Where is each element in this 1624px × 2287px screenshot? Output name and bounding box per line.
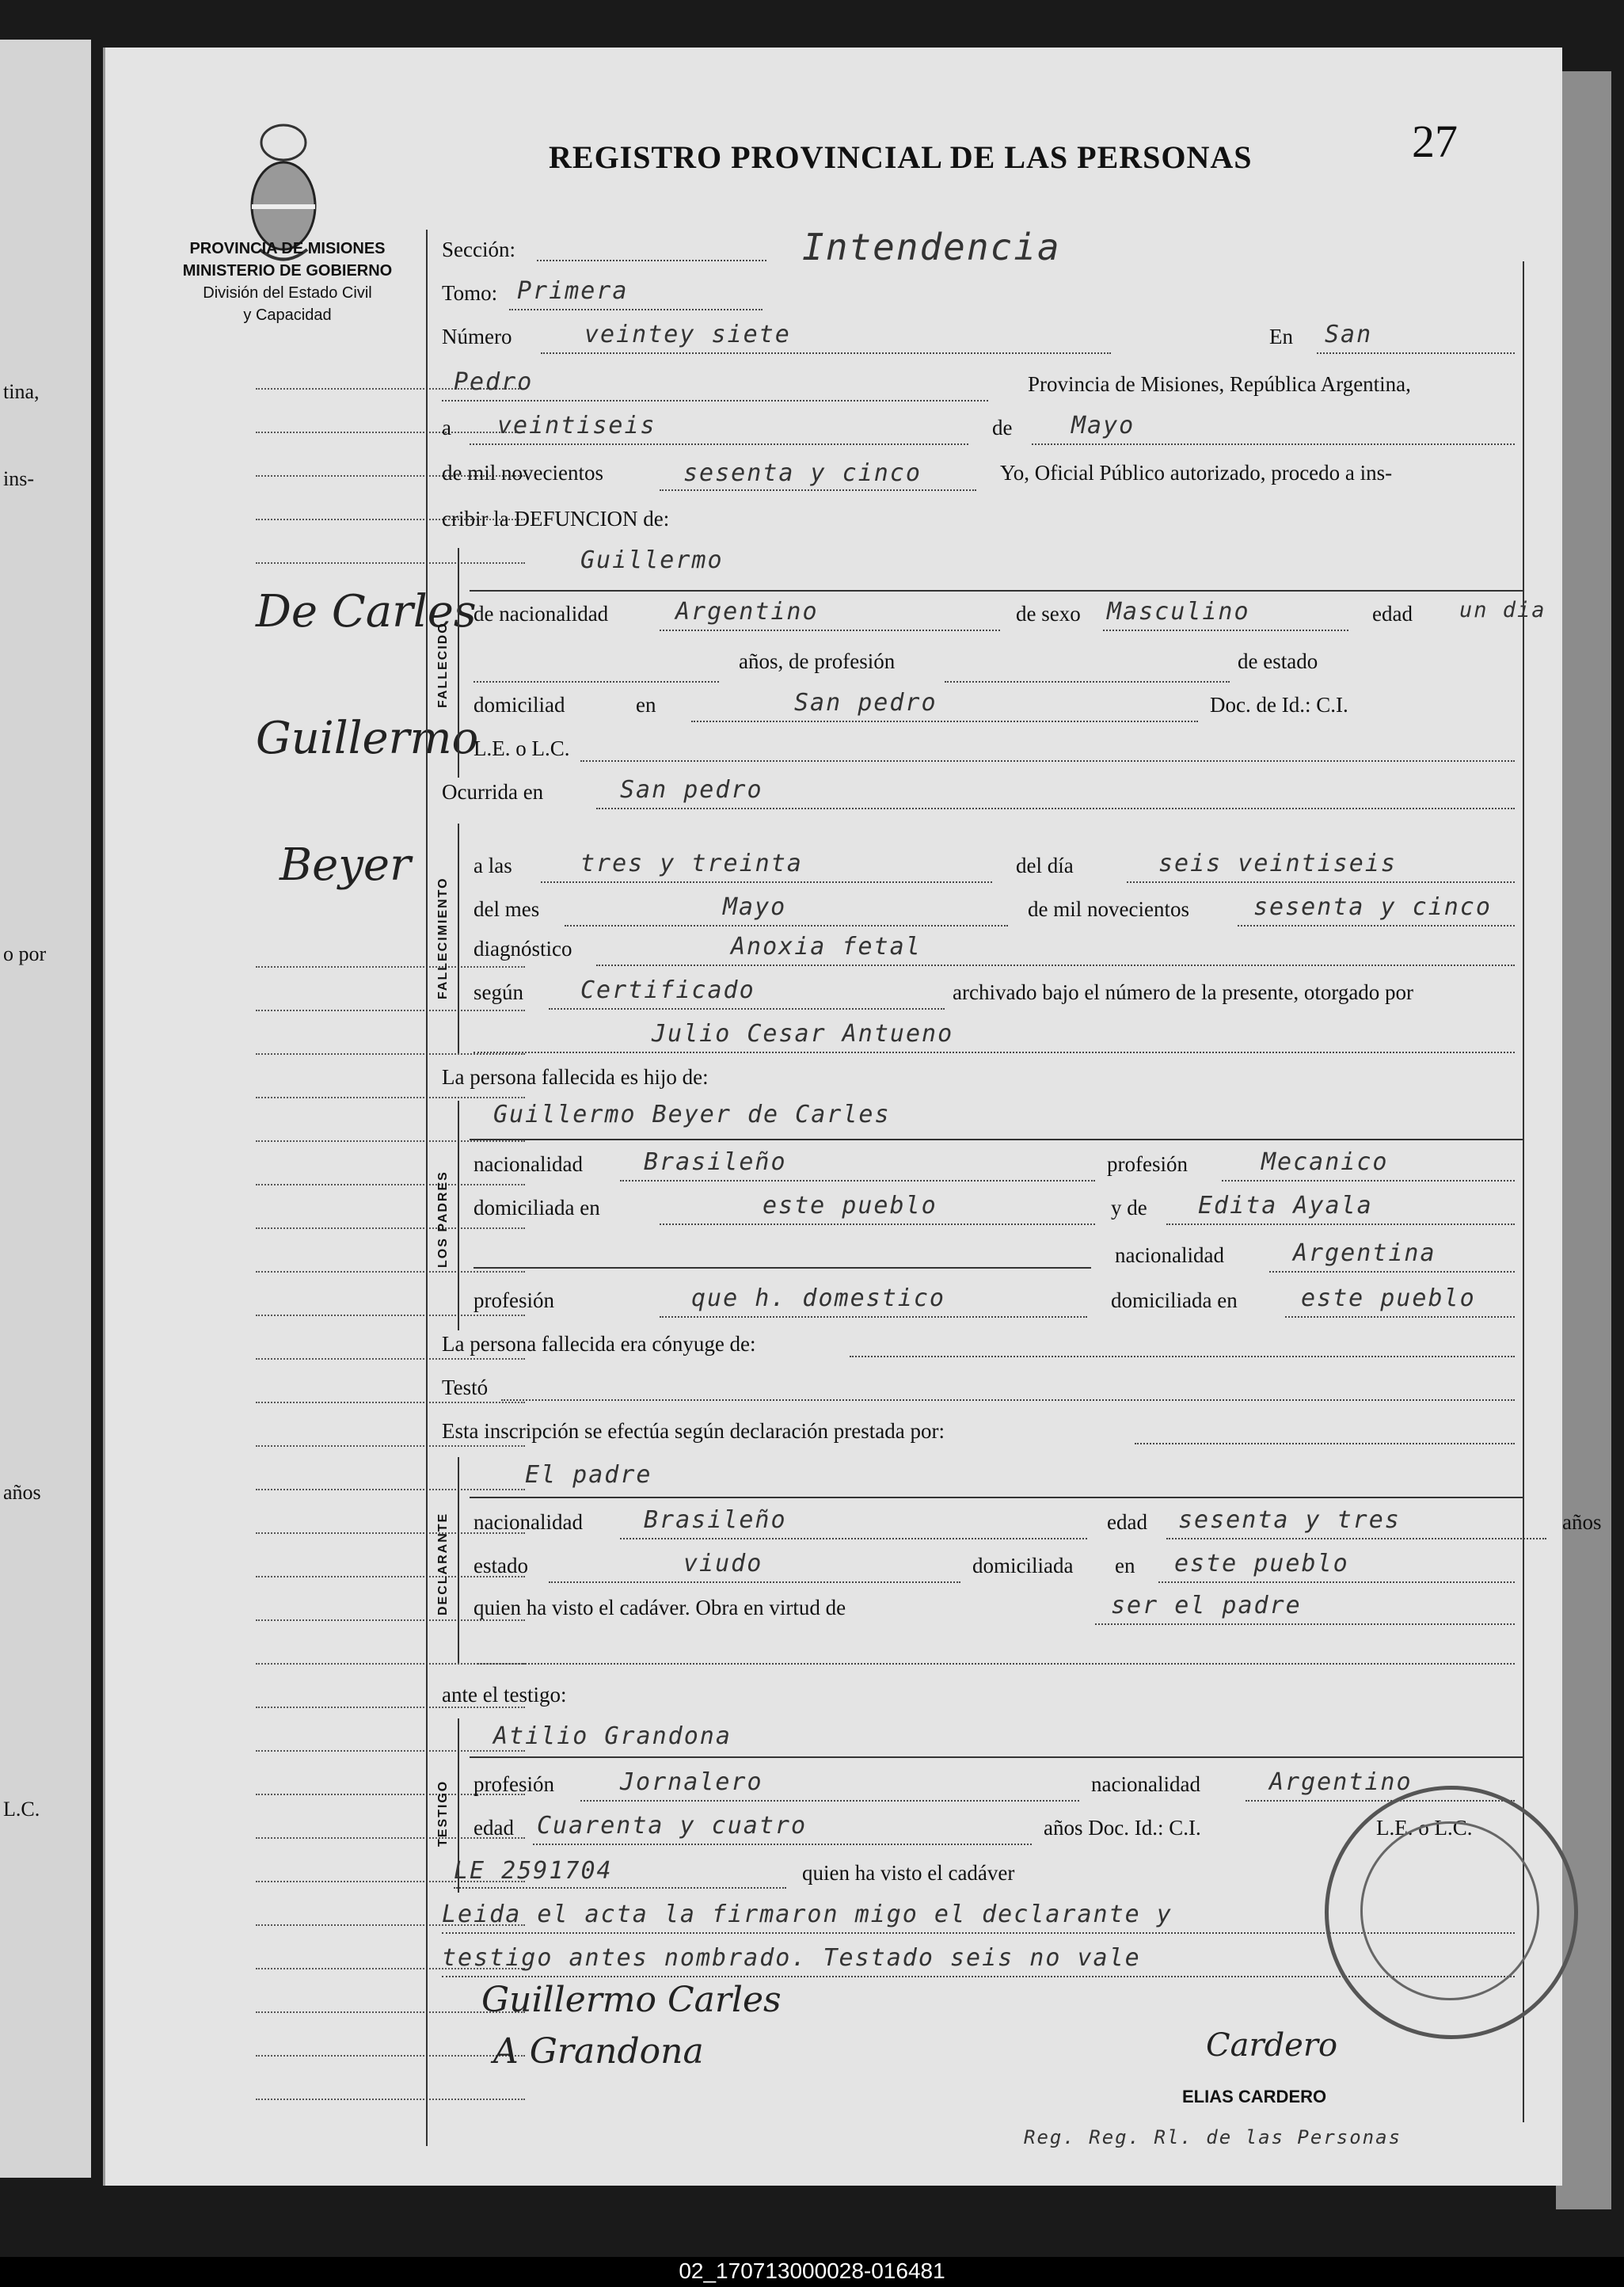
nacionalidad-line bbox=[660, 630, 1000, 631]
declarante-edad-line bbox=[1166, 1538, 1546, 1539]
provincia-label: Provincia de Misiones, República Argentina, bbox=[1028, 372, 1411, 396]
name-underline bbox=[470, 590, 1523, 592]
testigo-name: Atilio Grandona bbox=[493, 1722, 732, 1750]
testigo-doc-line bbox=[454, 1887, 786, 1889]
delmes-value: Mayo bbox=[723, 893, 787, 921]
month-line bbox=[1032, 443, 1515, 445]
testigo-visto-label: quien ha visto el cadáver bbox=[802, 1861, 1015, 1885]
testigo-profesion-value: Jornalero bbox=[620, 1768, 763, 1796]
a-label: a bbox=[442, 416, 451, 440]
margin-rule bbox=[256, 966, 525, 968]
testo-label: Testó bbox=[442, 1376, 489, 1399]
margin-rule bbox=[256, 562, 525, 564]
hijo-label: La persona fallecida es hijo de: bbox=[442, 1065, 709, 1089]
testigo-nacionalidad-label: nacionalidad bbox=[1091, 1772, 1200, 1796]
fallecido-name: Guillermo bbox=[580, 546, 724, 574]
nacionalidad-value: Argentino bbox=[675, 598, 819, 626]
margin-rule bbox=[256, 2099, 525, 2100]
madre-domicilio-label: domiciliada en bbox=[1111, 1288, 1238, 1312]
margin-rule bbox=[256, 1053, 525, 1055]
fallecimiento-band: FALLECIMIENTO bbox=[436, 877, 450, 1000]
diagnostico-label: diagnóstico bbox=[474, 937, 572, 961]
testigo-band: TESTIGO bbox=[436, 1779, 450, 1847]
closing-line-1: Leida el acta la firmaron migo el declarante y bbox=[442, 1901, 1173, 1928]
seccion-label: Sección: bbox=[442, 238, 515, 261]
margin-given-name: Guillermo bbox=[256, 713, 479, 764]
register-page bbox=[103, 48, 1602, 2186]
testigo-doc-value: LE 2591704 bbox=[454, 1857, 613, 1885]
prev-page-fragment: o por bbox=[3, 942, 47, 965]
page-number: 27 bbox=[1412, 116, 1458, 167]
padre-nacionalidad-line bbox=[620, 1180, 1095, 1182]
doc-label: Doc. de Id.: C.I. bbox=[1210, 693, 1348, 717]
margin-rule bbox=[256, 1489, 525, 1490]
madre-domicilio-value: este pueblo bbox=[1301, 1284, 1476, 1312]
month-value: Mayo bbox=[1071, 412, 1135, 440]
padre-profesion-value: Mecanico bbox=[1261, 1148, 1389, 1176]
closing-line-2: testigo antes nombrado. Testado seis no vale bbox=[442, 1944, 1141, 1972]
otorgado-value: Julio Cesar Antueno bbox=[652, 1020, 954, 1048]
delmes-label: del mes bbox=[474, 897, 540, 921]
declarante-visto-value: ser el padre bbox=[1111, 1592, 1302, 1619]
padre-domicilio-line bbox=[660, 1223, 1095, 1225]
name-underline bbox=[470, 1139, 1523, 1140]
archivado-label: archivado bajo el número de la presente, otorgado por bbox=[953, 980, 1414, 1004]
declarante-edad-label: edad bbox=[1107, 1510, 1147, 1534]
institution-line: PROVINCIA DE MISIONES bbox=[189, 240, 386, 257]
padre-name: Guillermo Beyer de Carles bbox=[493, 1101, 891, 1128]
le-line bbox=[580, 760, 1515, 762]
declarante-visto-line bbox=[1095, 1623, 1515, 1625]
yde-label: y de bbox=[1111, 1196, 1147, 1220]
numero-line bbox=[541, 352, 1111, 354]
ocurrida-line bbox=[596, 808, 1515, 809]
testigo-profesion-line bbox=[580, 1800, 1079, 1802]
madre-profesion-label: profesión bbox=[474, 1288, 554, 1312]
en-line bbox=[1317, 352, 1515, 354]
margin-rule bbox=[256, 432, 525, 433]
page-title: REGISTRO PROVINCIAL DE LAS PERSONAS bbox=[549, 139, 1253, 175]
deldia-value: seis veintiseis bbox=[1158, 850, 1397, 877]
margin-rule bbox=[256, 1184, 525, 1185]
declarante-domicilio-value: este pueblo bbox=[1174, 1550, 1349, 1577]
diagnostico-line bbox=[596, 965, 1515, 966]
madre-nacionalidad-label: nacionalidad bbox=[1115, 1243, 1224, 1267]
officer-title: Reg. Reg. Rl. de las Personas bbox=[1024, 2126, 1402, 2148]
diagnostico-value: Anoxia fetal bbox=[731, 933, 922, 961]
numero-label: Número bbox=[442, 325, 512, 348]
seccion-value: Intendencia bbox=[802, 226, 1061, 268]
deldia-line bbox=[1127, 881, 1515, 883]
official-seal-stamp bbox=[1325, 1786, 1578, 2039]
declarante-en-label: en bbox=[1115, 1554, 1135, 1577]
declarante-extra-line bbox=[474, 1663, 1515, 1665]
otorgado-line bbox=[474, 1052, 1515, 1053]
margin-rule bbox=[256, 1140, 525, 1142]
declarante-nacionalidad-line bbox=[620, 1538, 1087, 1539]
sexo-line bbox=[1103, 630, 1348, 631]
edad-label: edad bbox=[1372, 602, 1413, 626]
margin-rule bbox=[256, 1750, 525, 1752]
declarante-estado-line bbox=[549, 1581, 960, 1583]
prev-page-fragment: ins- bbox=[3, 467, 34, 490]
de-label: de bbox=[992, 416, 1013, 440]
column-divider bbox=[426, 230, 428, 2146]
inscribir-label: cribir la DEFUNCION de: bbox=[442, 507, 670, 531]
margin-surname: De Carles bbox=[256, 586, 477, 637]
domicilio-en-label: en bbox=[636, 693, 656, 717]
prev-page-fragment: tina, bbox=[3, 380, 40, 403]
padres-band: LOS PADRES bbox=[436, 1170, 450, 1269]
margin-rule bbox=[256, 1271, 525, 1273]
deldia-label: del día bbox=[1016, 854, 1074, 877]
institution-block bbox=[153, 238, 422, 326]
margin-rule bbox=[256, 1227, 525, 1229]
alas-value: tres y treinta bbox=[580, 850, 803, 877]
declarante-estado-value: viudo bbox=[683, 1550, 763, 1577]
delmes-line bbox=[565, 925, 1008, 927]
declarante-anos-label: años bbox=[1562, 1510, 1602, 1534]
testigo-profesion-label: profesión bbox=[474, 1772, 554, 1796]
madre-profesion-line bbox=[660, 1316, 1087, 1318]
declarante-name: El padre bbox=[525, 1461, 652, 1489]
mil-label: de mil novecientos bbox=[442, 461, 603, 485]
testo-line bbox=[501, 1399, 1515, 1401]
margin-rule bbox=[256, 1315, 525, 1316]
alas-label: a las bbox=[474, 854, 512, 877]
padre-nacionalidad-value: Brasileño bbox=[644, 1148, 787, 1176]
segun-value: Certificado bbox=[580, 976, 755, 1004]
official-seal-inner bbox=[1360, 1821, 1539, 2000]
declarante-estado-label: estado bbox=[474, 1554, 528, 1577]
madre-nacionalidad-line bbox=[1269, 1271, 1515, 1273]
declarante-visto-label: quien ha visto el cadáver. Obra en virtud de bbox=[474, 1596, 846, 1619]
testigo-label: ante el testigo: bbox=[442, 1683, 567, 1707]
madre-profesion-value: que h. domestico bbox=[691, 1284, 945, 1312]
padre-domicilio-label: domiciliada en bbox=[474, 1196, 600, 1220]
madre-extra-line bbox=[474, 1267, 1091, 1269]
anos-label: años, de profesión bbox=[739, 649, 896, 673]
tomo-value: Primera bbox=[517, 277, 629, 305]
name-underline bbox=[470, 1756, 1523, 1758]
margin-rule bbox=[256, 1097, 525, 1098]
declarante-nacionalidad-label: nacionalidad bbox=[474, 1510, 583, 1534]
name-underline bbox=[470, 1497, 1523, 1498]
year-line bbox=[660, 489, 976, 491]
domicilio-line bbox=[691, 721, 1198, 722]
mil2-label: de mil novecientos bbox=[1028, 897, 1189, 921]
declarante-nacionalidad-value: Brasileño bbox=[644, 1506, 787, 1534]
numero-value: veintey siete bbox=[584, 321, 791, 348]
profesion-line bbox=[945, 681, 1230, 683]
margin-rule bbox=[256, 1010, 525, 1011]
margin-second-surname: Beyer bbox=[280, 839, 411, 891]
declarante-edad-value: sesenta y tres bbox=[1178, 1506, 1401, 1534]
nacionalidad-label: de nacionalidad bbox=[474, 602, 609, 626]
segun-label: según bbox=[474, 980, 523, 1004]
testigo-doc-label: años Doc. Id.: C.I. bbox=[1044, 1816, 1201, 1840]
alas-line bbox=[541, 881, 992, 883]
conyuge-label: La persona fallecida era cónyuge de: bbox=[442, 1332, 756, 1356]
previous-page-edge bbox=[0, 40, 91, 2178]
tomo-line bbox=[509, 309, 763, 310]
conyuge-line bbox=[850, 1356, 1515, 1357]
signature-testigo: A Grandona bbox=[493, 2031, 704, 2072]
prev-page-fragment: años bbox=[3, 1481, 41, 1504]
margin-rule bbox=[256, 1445, 525, 1447]
domiciliad-label: domiciliad bbox=[474, 693, 565, 717]
section-rule bbox=[458, 824, 459, 1053]
padre-domicilio-value: este pueblo bbox=[763, 1192, 938, 1220]
le-label: L.E. o L.C. bbox=[474, 736, 570, 760]
testigo-nacionalidad-value: Argentino bbox=[1269, 1768, 1413, 1796]
padre-nacionalidad-label: nacionalidad bbox=[474, 1152, 583, 1176]
margin-rule bbox=[256, 1402, 525, 1403]
padre-profesion-label: profesión bbox=[1107, 1152, 1188, 1176]
year-value: sesenta y cinco bbox=[683, 459, 922, 487]
testigo-edad-label: edad bbox=[474, 1816, 514, 1840]
section-rule bbox=[458, 1101, 459, 1330]
place-line bbox=[442, 400, 988, 401]
estado-label: de estado bbox=[1238, 649, 1318, 673]
image-identifier: 02_170713000028-016481 bbox=[679, 2258, 945, 2283]
declarante-domicilio-line bbox=[1158, 1581, 1515, 1583]
mil2-value: sesenta y cinco bbox=[1253, 893, 1492, 921]
seccion-line bbox=[537, 260, 766, 261]
margin-rule bbox=[256, 1358, 525, 1360]
padre-profesion-line bbox=[1222, 1180, 1515, 1182]
testigo-le-label: L.E. o L.C. bbox=[1376, 1816, 1473, 1840]
officer-name: ELIAS CARDERO bbox=[1182, 2087, 1327, 2106]
section-rule bbox=[458, 1457, 459, 1663]
testigo-edad-value: Cuarenta y cuatro bbox=[537, 1812, 808, 1840]
signature-officer: Cardero bbox=[1206, 2027, 1338, 2064]
ocurrida-label: Ocurrida en bbox=[442, 780, 544, 804]
declarante-band: DECLARANTE bbox=[436, 1512, 450, 1616]
testigo-edad-line bbox=[533, 1844, 1032, 1845]
a-line bbox=[470, 443, 968, 445]
institution-line: y Capacidad bbox=[243, 306, 332, 324]
sexo-label: de sexo bbox=[1016, 602, 1081, 626]
en-label: En bbox=[1269, 325, 1293, 348]
institution-line: División del Estado Civil bbox=[203, 284, 372, 302]
inscripcion-label: Esta inscripción se efectúa según declaración prestada por: bbox=[442, 1419, 945, 1443]
inscripcion-line bbox=[1135, 1443, 1515, 1444]
fallecido-band: FALLECIDO bbox=[436, 622, 450, 709]
oficial-label: Yo, Oficial Público autorizado, procedo a ins- bbox=[1000, 461, 1393, 485]
institution-line: MINISTERIO DE GOBIERNO bbox=[182, 262, 393, 280]
signature-declarante: Guillermo Carles bbox=[481, 1980, 782, 2020]
en-value: San bbox=[1325, 321, 1373, 348]
madre-name: Edita Ayala bbox=[1198, 1192, 1373, 1220]
domicilio-value: San pedro bbox=[794, 689, 938, 717]
madre-nacionalidad-value: Argentina bbox=[1293, 1239, 1436, 1267]
prev-page-fragment: L.C. bbox=[3, 1798, 40, 1821]
segun-line bbox=[549, 1008, 945, 1010]
declarante-domicilio-label: domiciliada bbox=[972, 1554, 1074, 1577]
edad-value: un dia bbox=[1459, 598, 1546, 622]
madre-line bbox=[1166, 1223, 1515, 1225]
madre-domicilio-line bbox=[1285, 1316, 1515, 1318]
tomo-label: Tomo: bbox=[442, 281, 498, 305]
place-value: Pedro bbox=[454, 368, 534, 396]
ocurrida-value: San pedro bbox=[620, 776, 763, 804]
mil2-line bbox=[1238, 925, 1515, 927]
a-value: veintiseis bbox=[497, 412, 656, 440]
margin-rule bbox=[256, 2055, 525, 2057]
section-rule bbox=[458, 548, 459, 778]
anos-line bbox=[474, 681, 719, 683]
sexo-value: Masculino bbox=[1107, 598, 1250, 626]
